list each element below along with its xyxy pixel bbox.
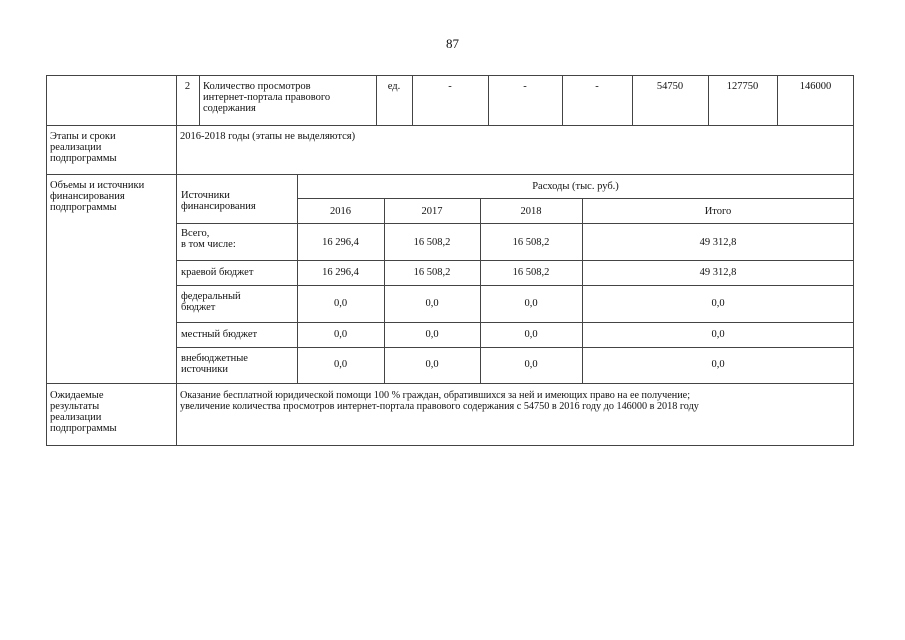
- financing-cell: 16 508,2: [512, 237, 550, 248]
- row-divider: [176, 347, 854, 348]
- indicator-value: 54750: [656, 81, 684, 92]
- indicator-unit: ед.: [387, 81, 401, 92]
- page-number: 87: [446, 36, 459, 51]
- year-header: 2016: [330, 206, 351, 217]
- financing-cell: 0,0: [333, 329, 348, 340]
- financing-cell: 16 508,2: [512, 267, 550, 278]
- expenses-header: Расходы (тыс. руб.): [532, 181, 619, 192]
- indicator-value: -: [523, 81, 527, 92]
- stages-label-line: подпрограммы: [50, 153, 117, 164]
- financing-label-line: Объемы и источники: [50, 180, 145, 191]
- financing-row-label: федеральный: [181, 291, 241, 302]
- column-divider: [480, 198, 481, 383]
- results-label-line: Ожидаемые: [50, 390, 104, 401]
- results-label-line: реализации: [50, 412, 102, 423]
- financing-cell: 0,0: [425, 298, 439, 309]
- total-header: Итого: [704, 206, 732, 217]
- financing-row-label: местный бюджет: [181, 329, 258, 340]
- financing-row-label: источники: [181, 364, 228, 375]
- row-divider: [297, 198, 854, 199]
- indicator-name-line: Количество просмотров: [203, 81, 311, 92]
- row-divider: [176, 260, 854, 261]
- financing-cell: 49 312,8: [699, 237, 737, 248]
- indicator-name-line: интернет-портала правового: [203, 92, 331, 103]
- stages-label-line: Этапы и сроки: [50, 131, 116, 142]
- source-header-line: финансирования: [181, 201, 256, 212]
- financing-cell: 0,0: [425, 359, 439, 370]
- financing-cell: 49 312,8: [699, 267, 737, 278]
- financing-label-line: подпрограммы: [50, 202, 117, 213]
- financing-row-label: Всего,: [181, 228, 210, 239]
- financing-cell: 16 296,4: [322, 237, 359, 248]
- indicator-value: 146000: [799, 81, 832, 92]
- financing-cell: 16 508,2: [413, 267, 451, 278]
- row-divider: [176, 322, 854, 323]
- column-divider: [384, 198, 385, 383]
- financing-cell: 0,0: [524, 359, 538, 370]
- financing-cell: 0,0: [711, 298, 725, 309]
- indicator-value: -: [448, 81, 452, 92]
- financing-cell: 0,0: [333, 298, 348, 309]
- stages-value: 2016-2018 годы (этапы не выделяются): [180, 131, 356, 142]
- indicator-number: 2: [184, 81, 191, 92]
- financing-cell: 0,0: [333, 359, 348, 370]
- results-label-line: результаты: [50, 401, 100, 412]
- financing-cell: 0,0: [425, 329, 439, 340]
- row-divider: [176, 223, 854, 224]
- financing-row-label: внебюджетные: [181, 353, 248, 364]
- indicator-name-line: содержания: [203, 103, 256, 114]
- results-text-line: увеличение количества просмотров интернет-портала правового содержания с 54750 в 2016 году до 146000 в 2018 году: [180, 401, 699, 412]
- financing-cell: 16 296,4: [322, 267, 359, 278]
- financing-cell: 0,0: [524, 329, 538, 340]
- financing-cell: 0,0: [524, 298, 538, 309]
- financing-cell: 0,0: [711, 359, 725, 370]
- financing-label-line: финансирования: [50, 191, 125, 202]
- stages-label-line: реализации: [50, 142, 102, 153]
- row-divider: [176, 285, 854, 286]
- financing-row-label: бюджет: [181, 302, 216, 313]
- results-text-line: Оказание бесплатной юридической помощи 100 % граждан, обратившихся за ней и имеющих право на ее получение;: [180, 390, 691, 401]
- year-header: 2018: [520, 206, 542, 217]
- financing-cell: 0,0: [711, 329, 725, 340]
- indicator-value: 127750: [726, 81, 759, 92]
- source-header-line: Источники: [181, 190, 230, 201]
- financing-row-label: краевой бюджет: [181, 267, 254, 278]
- column-divider: [582, 198, 583, 383]
- column-divider: [199, 75, 200, 125]
- results-label-line: подпрограммы: [50, 423, 117, 434]
- financing-row-label: в том числе:: [181, 239, 236, 250]
- financing-cell: 16 508,2: [413, 237, 451, 248]
- row-divider: [46, 125, 854, 126]
- year-header: 2017: [421, 206, 443, 217]
- indicator-value: -: [595, 81, 599, 92]
